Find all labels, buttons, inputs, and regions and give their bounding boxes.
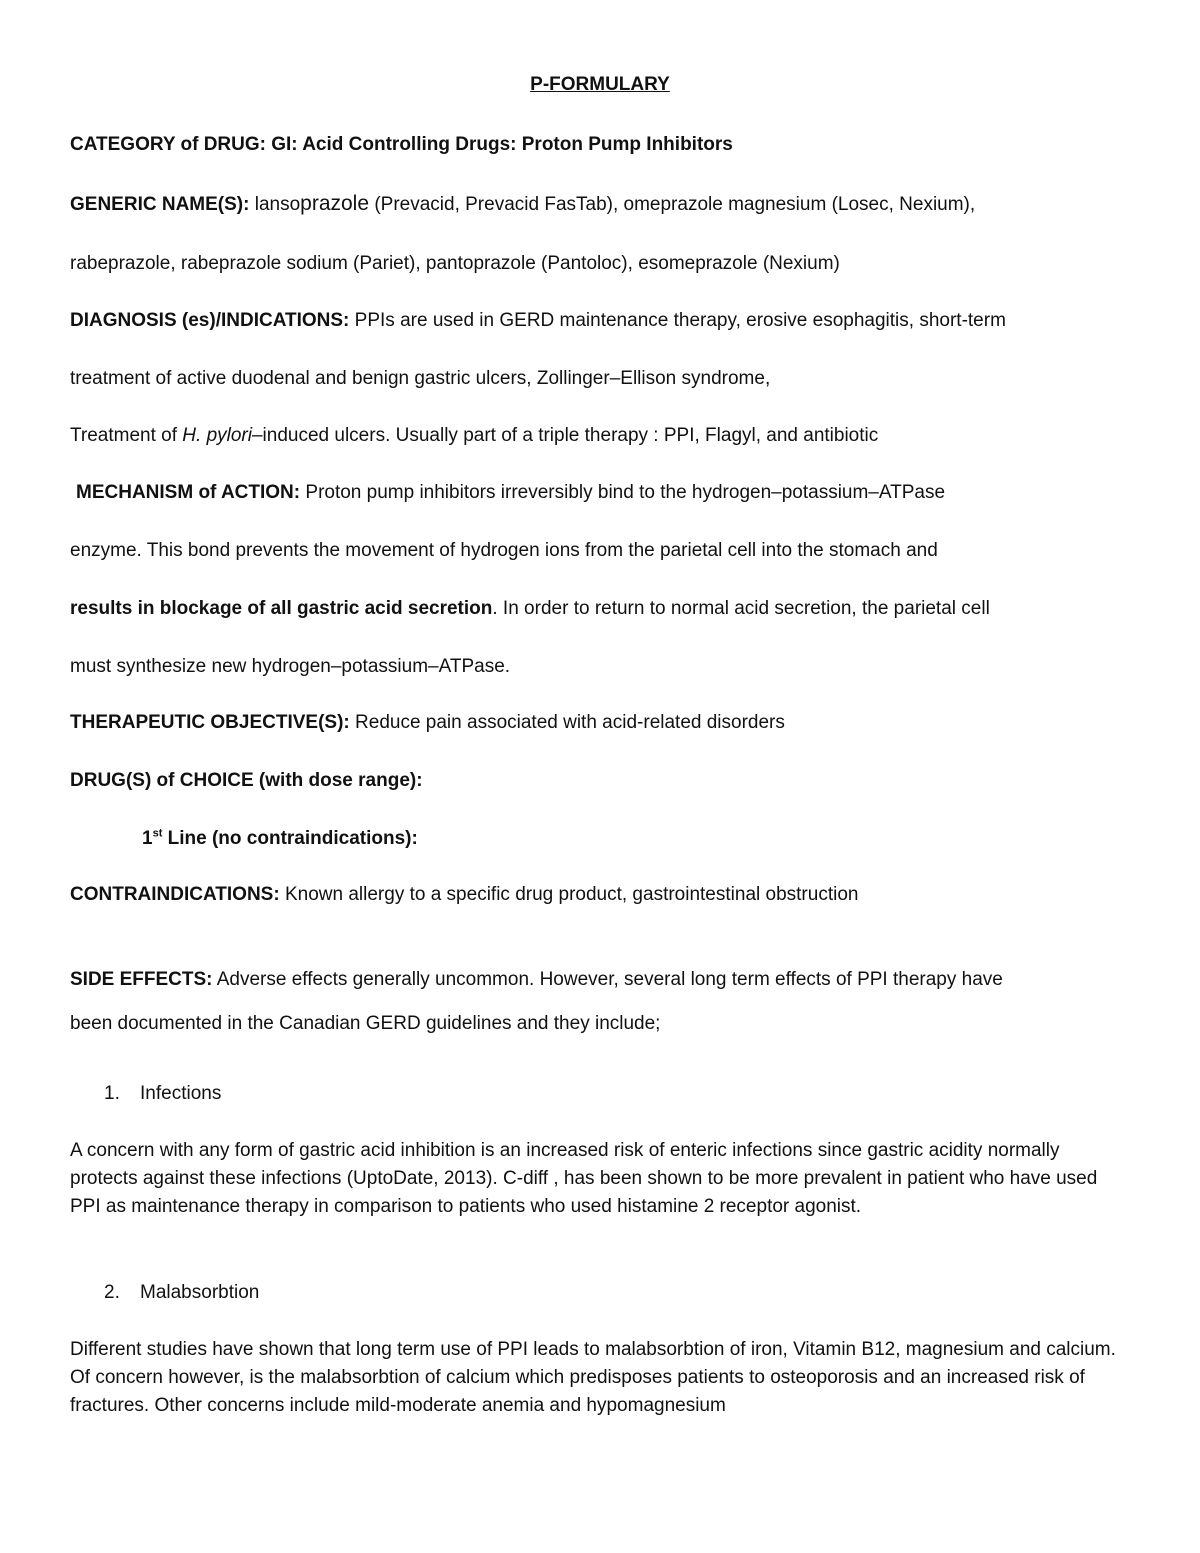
list-item-1-heading xyxy=(104,1082,221,1106)
category-line: CATEGORY of DRUG: GI: Acid Controlling Drugs: Proton Pump Inhibitors xyxy=(70,134,733,155)
generic-rest: (Prevacid, Prevacid FasTab), omeprazole magnesium (Losec, Nexium), xyxy=(374,194,976,215)
objective-line xyxy=(70,711,785,735)
first-sup: st xyxy=(152,827,163,840)
diagnosis-rest: PPIs are used in GERD maintenance therapy, erosive esophagitis, short-term xyxy=(354,310,1006,331)
first-line-choice xyxy=(142,827,418,851)
side-rest: Adverse effects generally uncommon. However, several long term effects of PPI therapy have xyxy=(216,969,1003,990)
mechanism-line3-rest: . In order to return to normal acid secretion, the parietal cell xyxy=(492,598,990,619)
side-effects-line-1 xyxy=(70,968,1003,992)
diagnosis-italic: H. pylori xyxy=(182,425,252,446)
first-rest: Line (no contraindications): xyxy=(162,828,418,849)
page-title: P-FORMULARY xyxy=(530,74,670,95)
list-heading: Malabsorbtion xyxy=(140,1282,260,1303)
mechanism-line-2: enzyme. This bond prevents the movement of hydrogen ions from the parietal cell into the stomach and xyxy=(70,540,938,561)
first-num: 1 xyxy=(142,828,153,849)
contra-label: CONTRAINDICATIONS: xyxy=(70,884,280,905)
mechanism-bold: results in blockage of all gastric acid secretion xyxy=(70,598,493,619)
generic-names-line-1 xyxy=(70,192,975,217)
side-effects-line-2: been documented in the Canadian GERD guidelines and they include; xyxy=(70,1013,661,1034)
side-label: SIDE EFFECTS: xyxy=(70,969,213,990)
mechanism-label: MECHANISM of ACTION: xyxy=(76,482,301,503)
mechanism-line-3 xyxy=(70,597,990,621)
list-item-2-heading xyxy=(104,1281,259,1305)
diagnosis-line3-rest: –induced ulcers. Usually part of a triple therapy : PPI, Flagyl, and antibiotic xyxy=(251,425,879,446)
mechanism-rest: Proton pump inhibitors irreversibly bind to the hydrogen–potassium–ATPase xyxy=(305,482,946,503)
generic-big: prazole xyxy=(300,192,370,215)
diagnosis-label: DIAGNOSIS (es)/INDICATIONS: xyxy=(70,310,350,331)
objective-rest: Reduce pain associated with acid-related disorders xyxy=(355,712,785,733)
generic-label: GENERIC NAME(S): xyxy=(70,194,250,215)
contraindications-line xyxy=(70,883,858,907)
list-item-1-text: A concern with any form of gastric acid inhibition is an increased risk of enteric infections since gastric acidity normally protects against these infections (UptoDate, 2013). C-diff , has been shown to be more prevalent in patient who have used PPI as maintenance therapy in comparison to patients who used histamine 2 receptor agonist. xyxy=(70,1140,1098,1217)
list-number: 1. xyxy=(104,1083,120,1104)
generic-names-line-2: rabeprazole, rabeprazole sodium (Pariet), pantoprazole (Pantoloc), esomeprazole (Nexium) xyxy=(70,253,840,274)
contra-rest: Known allergy to a specific drug product, gastrointestinal obstruction xyxy=(284,884,859,905)
diagnosis-pre: Treatment of xyxy=(70,425,178,446)
diagnosis-line-3 xyxy=(70,424,878,448)
list-heading: Infections xyxy=(140,1083,222,1104)
mechanism-line-4: must synthesize new hydrogen–potassium–ATPase. xyxy=(70,656,511,677)
list-item-2-text: Different studies have shown that long term use of PPI leads to malabsorbtion of iron, Vitamin B12, magnesium and calcium. Of concern however, is the malabsorbtion of calcium which predisposes patients to osteoporosis and an increased risk of fractures. Other concerns include mild-moderate anemia and hypomagnesium xyxy=(70,1339,1116,1416)
list-number: 2. xyxy=(104,1282,120,1303)
generic-pre: lanso xyxy=(254,194,301,215)
diagnosis-line-1 xyxy=(70,309,1006,333)
choice-line: DRUG(S) of CHOICE (with dose range): xyxy=(70,770,423,791)
objective-label: THERAPEUTIC OBJECTIVE(S): xyxy=(70,712,350,733)
mechanism-line-1 xyxy=(76,481,945,505)
diagnosis-line-2: treatment of active duodenal and benign gastric ulcers, Zollinger–Ellison syndrome, xyxy=(70,368,771,389)
